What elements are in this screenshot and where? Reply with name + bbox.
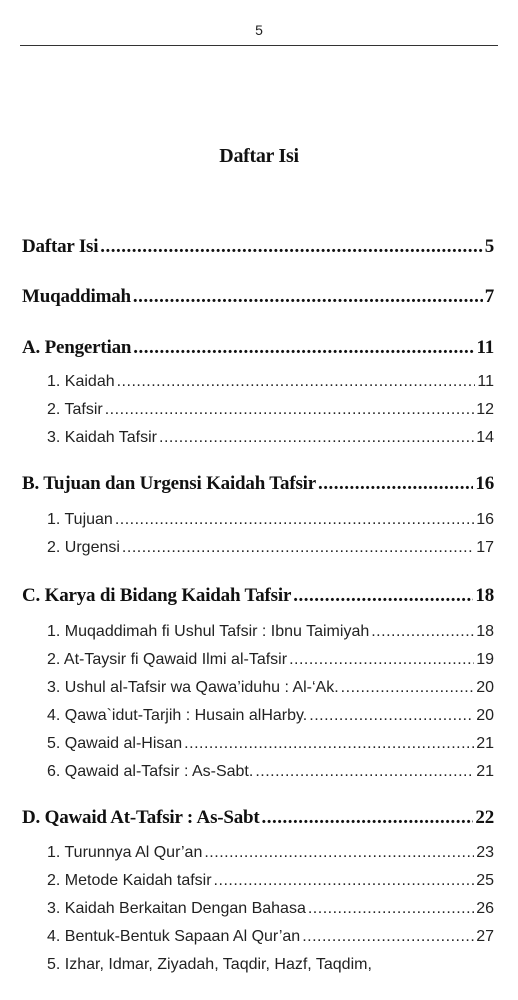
toc-entry-text: 2. Tafsir [47, 401, 103, 418]
toc-entry-page: 11 [476, 337, 494, 358]
toc-entry-page: 20 [476, 679, 494, 696]
toc-entry-daftar-isi[interactable] [22, 236, 494, 258]
toc-leader [204, 844, 474, 862]
toc-subentry-at-taysir[interactable] [47, 651, 494, 669]
toc-entry-text: 1. Kaidah [47, 373, 115, 390]
header-rule [20, 45, 498, 46]
toc-subentry-bahasa[interactable] [47, 900, 494, 918]
toc-entry-page: 7 [484, 286, 494, 307]
toc-subentry-metode[interactable] [47, 872, 494, 890]
toc-entry-text: Muqaddimah [22, 286, 131, 307]
toc-leader [308, 900, 474, 918]
toc-entry-text: A. Pengertian [22, 337, 132, 358]
toc-leader [184, 735, 474, 753]
toc-entry-text: 5. Izhar, Idmar, Ziyadah, Taqdir, Hazf, Taqdim, [47, 956, 372, 973]
toc-entry-page: 21 [476, 763, 494, 780]
toc-entry-page: 5 [484, 236, 494, 257]
toc-subentry-kaidah-tafsir[interactable] [47, 429, 494, 447]
toc-leader [100, 236, 482, 258]
toc-leader [115, 511, 474, 529]
toc-entry-text: 3. Kaidah Berkaitan Dengan Bahasa [47, 900, 306, 917]
toc-entry-page: 16 [475, 473, 494, 494]
toc-entry-page: 27 [476, 928, 494, 945]
toc-entry-text: 1. Tujuan [47, 511, 113, 528]
toc-entry-page: 26 [476, 900, 494, 917]
toc-entry-page: 17 [476, 539, 494, 556]
toc-entry-page: 19 [476, 651, 494, 668]
toc-entry-page: 22 [475, 807, 494, 828]
toc-entry-page: 12 [476, 401, 494, 418]
toc-leader [214, 872, 475, 890]
toc-entry-text: D. Qawaid At-Tafsir : As-Sabt [22, 807, 260, 828]
toc-entry-text: 2. Urgensi [47, 539, 120, 556]
toc-entry-text: 6. Qawaid al-Tafsir : As-Sabt. [47, 763, 254, 780]
toc-leader [133, 286, 483, 308]
toc-entry-a-pengertian[interactable] [22, 337, 494, 359]
toc-leader [371, 623, 474, 641]
toc-leader [117, 373, 476, 391]
toc-entry-text: 2. Metode Kaidah tafsir [47, 872, 212, 889]
toc-entry-text: 4. Bentuk-Bentuk Sapaan Al Qur’an [47, 928, 301, 945]
toc-entry-text: B. Tujuan dan Urgensi Kaidah Tafsir [22, 473, 316, 494]
toc-entry-text: 4. Qawa`idut-Tarjih : Husain alHarby. [47, 707, 308, 724]
toc-leader [289, 651, 474, 669]
toc-entry-text: 1. Turunnya Al Qur’an [47, 844, 203, 861]
toc-leader [318, 473, 473, 495]
toc-entry-page: 16 [476, 511, 494, 528]
toc-subentry-qawaid-al-hisan[interactable] [47, 735, 494, 753]
page-title: Daftar Isi [219, 145, 299, 167]
toc-subentry-ushul-al-tafsir[interactable] [47, 679, 494, 697]
toc-leader [122, 539, 474, 557]
toc-entry-page: 25 [476, 872, 494, 889]
toc-subentry-sapaan[interactable] [47, 928, 494, 946]
toc-entry-page: 18 [475, 585, 494, 606]
toc-subentry-izhar[interactable] [47, 956, 494, 974]
toc-subentry-muqaddimah-fi-ushul[interactable] [47, 623, 494, 641]
toc-entry-text: 3. Ushul al-Tafsir wa Qawa’iduhu : Al-‘Ak. [47, 679, 339, 696]
toc-subentry-tafsir[interactable] [47, 401, 494, 419]
toc-subentry-kaidah[interactable] [47, 373, 494, 391]
toc-subentry-qawaid-al-tafsir[interactable] [47, 763, 494, 781]
toc-entry-text: C. Karya di Bidang Kaidah Tafsir [22, 585, 292, 606]
toc-subentry-urgensi[interactable] [47, 539, 494, 557]
toc-entry-page: 18 [476, 623, 494, 640]
toc-leader [302, 928, 474, 946]
toc-entry-text: Daftar Isi [22, 236, 99, 257]
toc-subentry-qawaidut-tarjih[interactable] [47, 707, 494, 725]
toc-entry-page: 11 [477, 373, 494, 390]
toc-entry-text: 1. Muqaddimah fi Ushul Tafsir : Ibnu Taimiyah [47, 623, 370, 640]
toc-entry-page: 20 [476, 707, 494, 724]
toc-leader [262, 807, 474, 829]
toc-leader [293, 585, 473, 607]
toc-leader [341, 679, 475, 697]
toc-leader [133, 337, 474, 359]
toc-entry-text: 2. At-Taysir fi Qawaid Ilmi al-Tafsir [47, 651, 288, 668]
toc-entry-page: 23 [476, 844, 494, 861]
page-number: 5 [255, 22, 263, 38]
toc-leader [255, 763, 474, 781]
toc-subentry-turunnya[interactable] [47, 844, 494, 862]
toc-entry-text: 5. Qawaid al-Hisan [47, 735, 183, 752]
toc-leader [309, 707, 474, 725]
toc-entry-page: 14 [476, 429, 494, 446]
toc-entry-c-karya[interactable] [22, 585, 494, 607]
toc-entry-page: 21 [476, 735, 494, 752]
toc-leader [159, 429, 474, 447]
toc-entry-b-tujuan[interactable] [22, 473, 494, 495]
toc-entry-muqaddimah[interactable] [22, 286, 494, 308]
toc-leader [105, 401, 474, 419]
toc-subentry-tujuan[interactable] [47, 511, 494, 529]
toc-entry-d-qawaid[interactable] [22, 807, 494, 829]
toc-entry-text: 3. Kaidah Tafsir [47, 429, 157, 446]
